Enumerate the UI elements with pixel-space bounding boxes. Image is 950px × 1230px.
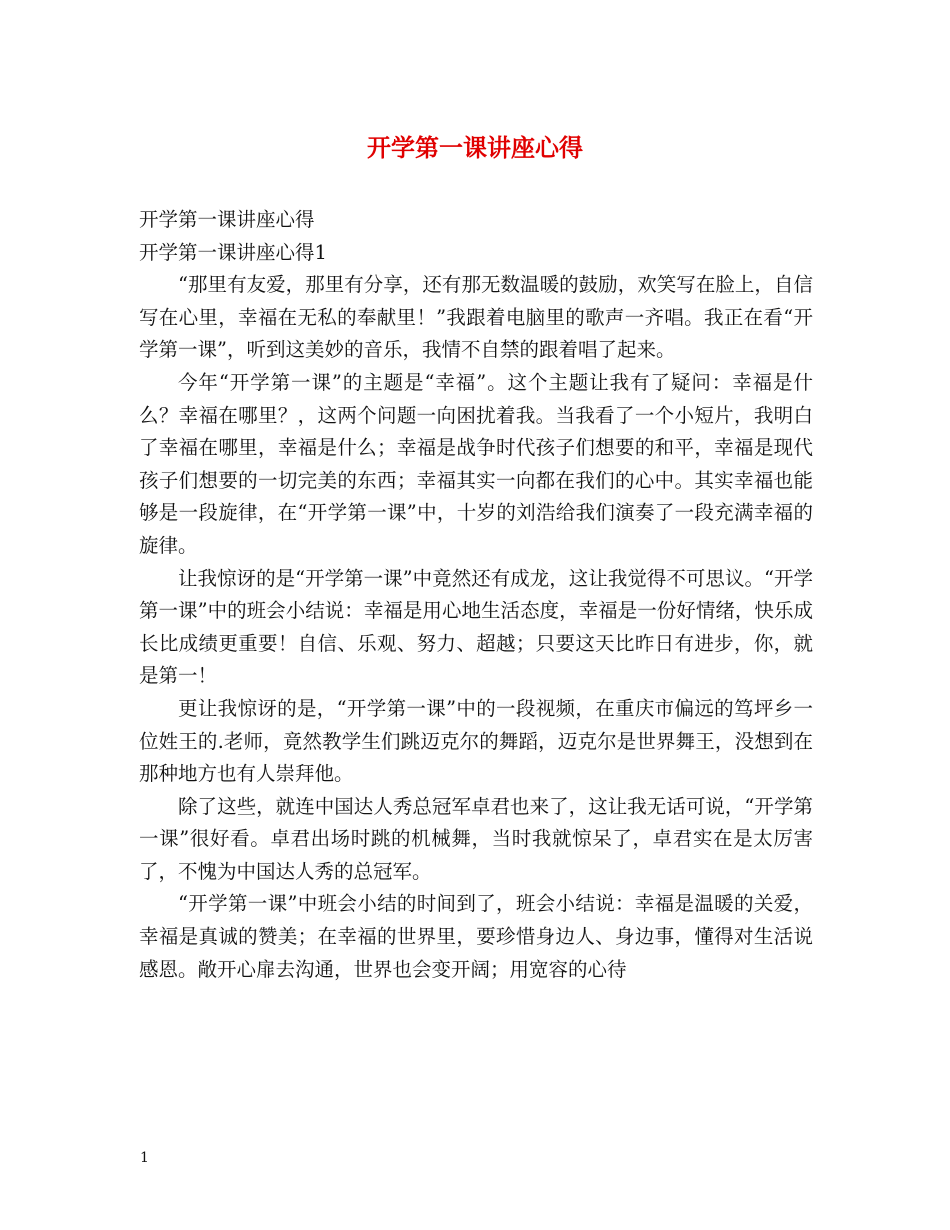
paragraph-6: “开学第一课”中班会小结的时间到了，班会小结说：幸福是温暖的关爱，幸福是真诚的赞美；在幸福的世界里，要珍惜身边人、身边事，懂得对生活说感恩。敞开心扉去沟通，世界也会变开阔；用宽容的心待 xyxy=(139,892,813,981)
paragraph-3: 让我惊讶的是“开学第一课”中竟然还有成龙，这让我觉得不可思议。“开学第一课”中的班会小结说：幸福是用心地生活态度，幸福是一份好情绪，快乐成长比成绩更重要！自信、乐观、努力、超越；只要这天比昨日有进步，你，就是第一！ xyxy=(139,566,813,688)
heading-line-2: 开学第一课讲座心得1 xyxy=(139,240,327,264)
paragraph-4: 更让我惊讶的是，“开学第一课”中的一段视频，在重庆市偏远的笃坪乡一位姓王的.老师，竟然教学生们跳迈克尔的舞蹈，迈克尔是世界舞王，没想到在那种地方也有人崇拜他。 xyxy=(139,696,813,786)
paragraph-1: “那里有友爱，那里有分享，还有那无数温暖的鼓励，欢笑写在脸上，自信写在心里，幸福在无私的奉献里！”我跟着电脑里的歌声一齐唱。我正在看“开学第一课”，听到这美妙的音乐，我情不自禁的跟着唱了起来。 xyxy=(139,273,813,362)
heading-line-1: 开学第一课讲座心得 xyxy=(139,208,315,231)
page-number: 1 xyxy=(140,1150,149,1166)
paragraph-5: 除了这些，就连中国达人秀总冠军卓君也来了，这让我无话可说，“开学第一课”很好看。卓君出场时跳的机械舞，当时我就惊呆了，卓君实在是太厉害了，不愧为中国达人秀的总冠军。 xyxy=(139,794,813,883)
document-body xyxy=(139,204,813,986)
paragraph-2: 今年“开学第一课”的主题是“幸福”。这个主题让我有了疑问：幸福是什么？幸福在哪里？，这两个问题一向困扰着我。当我看了一个小短片，我明白了幸福在哪里，幸福是什么；幸福是战争时代孩子们想要的和平，幸福是现代孩子们想要的一切完美的东西；幸福其实一向都在我们的心中。其实幸福也能够是一段旋律，在“开学第一课”中，十岁的刘浩给我们演奏了一段充满幸福的旋律。 xyxy=(139,370,813,557)
document-title: 开学第一课讲座心得 xyxy=(367,133,583,162)
